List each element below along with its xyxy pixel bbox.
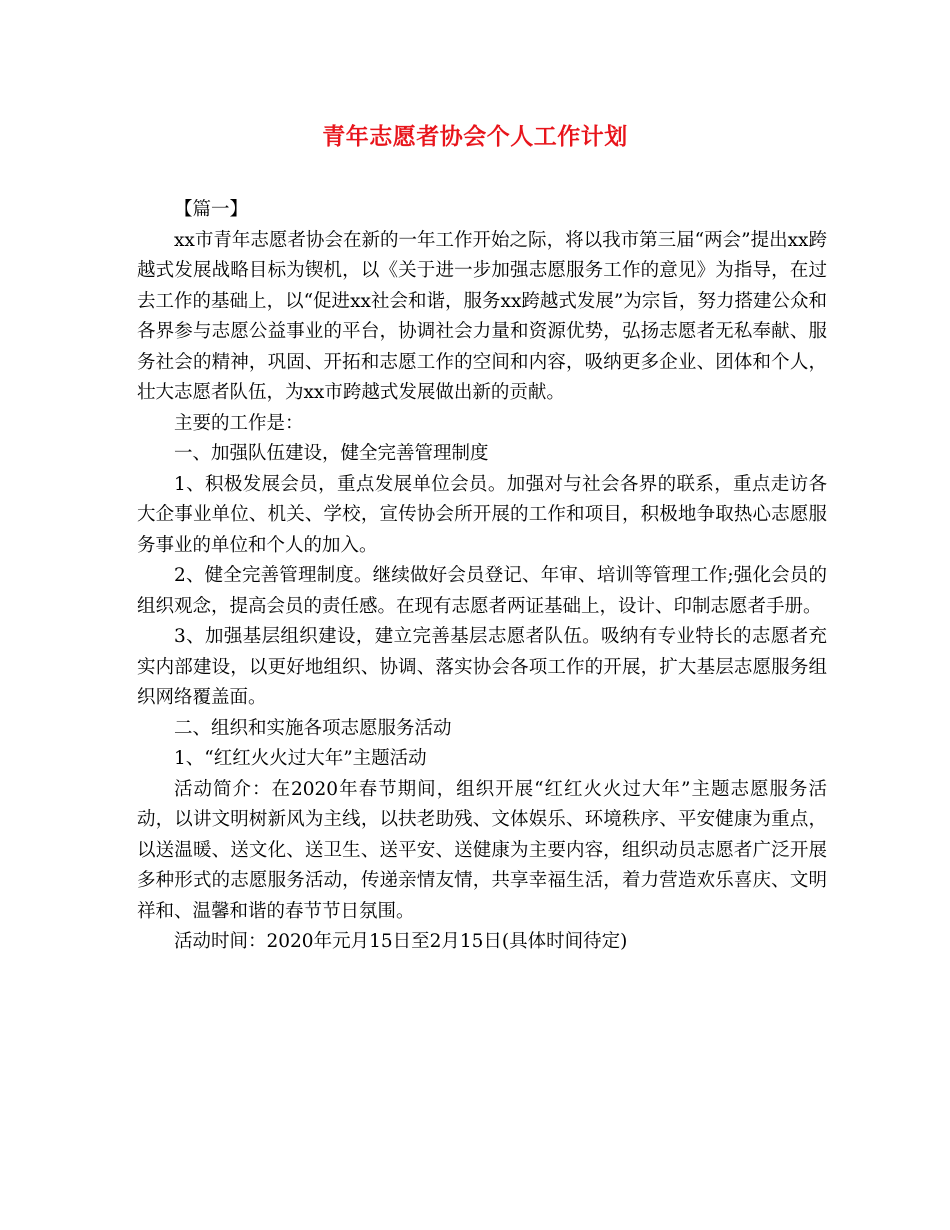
paragraph-item-1: 1、积极发展会员，重点发展单位会员。加强对与社会各界的联系，重点走访各大企事业单位、机关、学校，宣传协会所开展的工作和项目，积极地争取热心志愿服务事业的单位和个人的加入。	[137, 473, 827, 556]
heading-activity-1: 1、“红红火火过大年”主题活动	[174, 748, 427, 769]
paragraph-activity-intro: 活动简介：在2020年春节期间，组织开展“红红火火过大年”主题志愿服务活动，以讲文明树新风为主线，以扶老助残、文体娱乐、环境秩序、平安健康为重点，以送温暖、送文化、送卫生、送平安、送健康为主要内容，组织动员志愿者广泛开展多种形式的志愿服务活动，传递亲情友情，共享幸福生活，着力营造欢乐喜庆、文明祥和、温馨和谐的春节节日氛围。	[137, 778, 827, 922]
paragraph-introduction: xx市青年志愿者协会在新的一年工作开始之际，将以我市第三届“两会”提出xx跨越式发展战略目标为锲机，以《关于进一步加强志愿服务工作的意见》为指导，在过去工作的基础上，以“促进xx社会和谐，服务xx跨越式发展”为宗旨，努力搭建公众和各界参与志愿公益事业的平台，协调社会力量和资源优势，弘扬志愿者无私奉献、服务社会的精神，巩固、开拓和志愿工作的空间和内容，吸纳更多企业、团体和个人，壮大志愿者队伍，为xx市跨越式发展做出新的贡献。	[137, 229, 827, 403]
document-body	[137, 195, 827, 958]
paragraph-item-3: 3、加强基层组织建设，建立完善基层志愿者队伍。吸纳有专业特长的志愿者充实内部建设，以更好地组织、协调、落实协会各项工作的开展，扩大基层志愿服务组织网络覆盖面。	[137, 626, 827, 708]
document-title: 青年志愿者协会个人工作计划	[322, 123, 628, 150]
paragraph-main-work: 主要的工作是：	[174, 412, 304, 434]
paragraph-item-2: 2、健全完善管理制度。继续做好会员登记、年审、培训等管理工作;强化会员的组织观念，提高会员的责任感。在现有志愿者两证基础上，设计、印制志愿者手册。	[137, 565, 827, 617]
heading-volunteer-activities: 二、组织和实施各项志愿服务活动	[174, 717, 452, 739]
paragraph-activity-time: 活动时间：2020年元月15日至2月15日(具体时间待定)	[174, 931, 628, 952]
section-heading-part-one: 【篇一】	[174, 199, 249, 220]
heading-team-building: 一、加强队伍建设，健全完善管理制度	[174, 443, 489, 464]
